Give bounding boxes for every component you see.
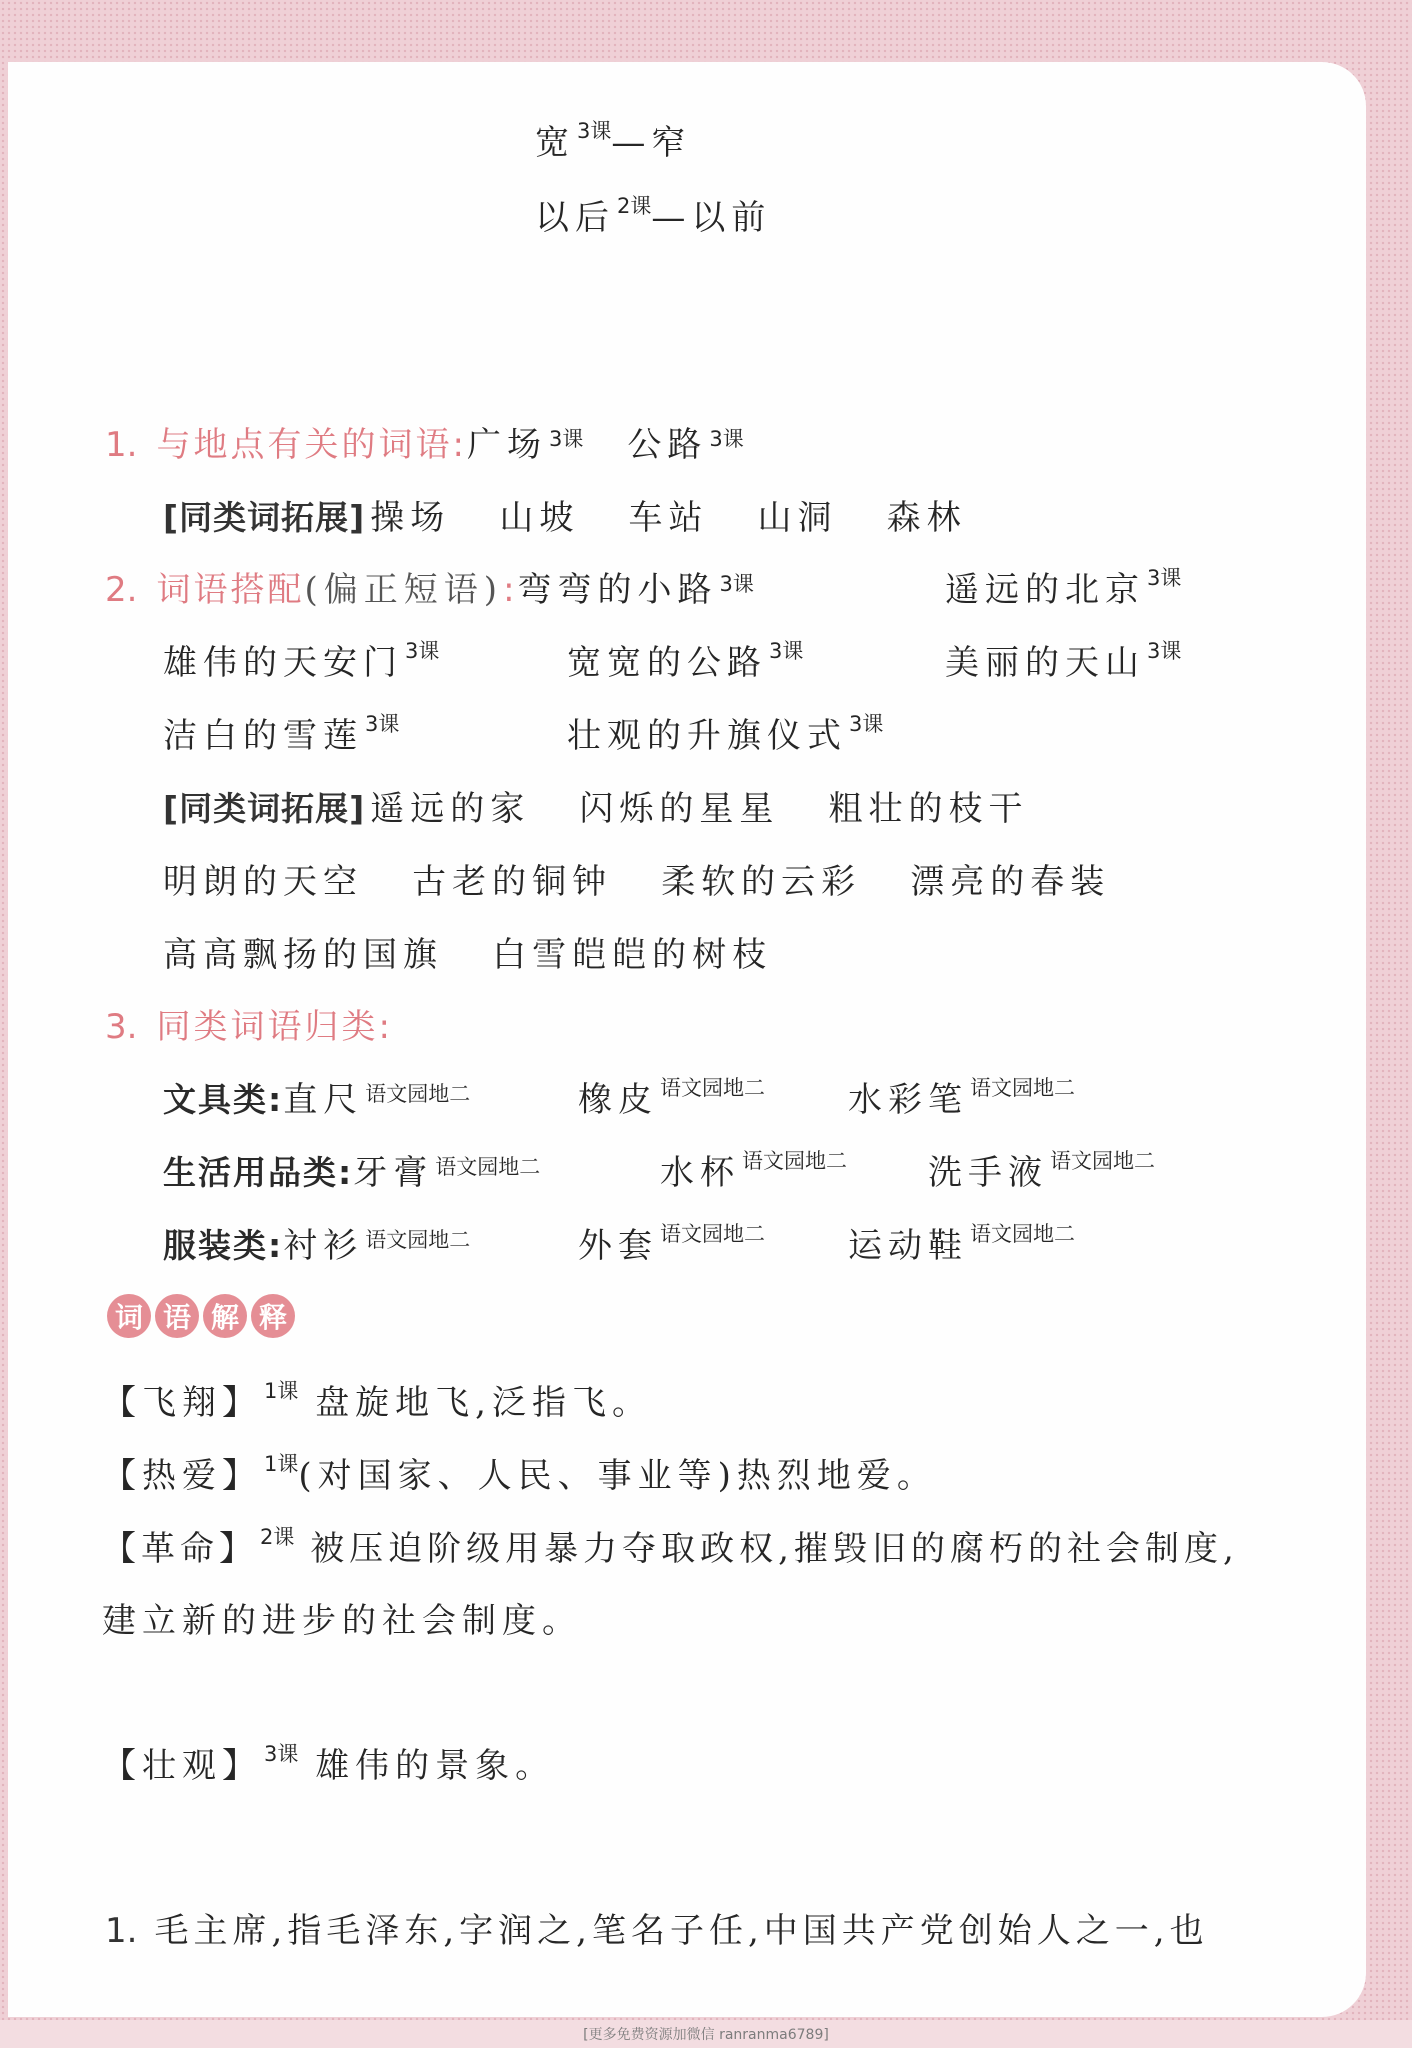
category-stationery: 文具类:直尺$^{语文园地二}$ <box>163 1080 471 1120</box>
section-2-extension-row-3: 高高飘扬的国旗 白雪皑皑的树枝 <box>163 935 773 975</box>
section-2-extension-row-2: 明朗的天空 古老的铜钟 柔软的云彩 漂亮的春装 <box>163 862 1111 902</box>
item-hand-soap: 洗手液$^{语文园地二}$ <box>928 1148 1155 1193</box>
category-daily-goods: 生活用品类:牙膏$^{语文园地二}$ <box>163 1153 541 1193</box>
word-explanation-badge <box>107 1294 295 1338</box>
definition-revolution: 【革命】$^{2课}$ 被压迫阶级用暴力夺取政权,摧毁旧的腐朽的社会制度, <box>102 1524 1239 1569</box>
badge-char: 释 <box>251 1294 295 1338</box>
collocation-far-beijing: 遥远的北京$^{3课}$ <box>945 565 1182 610</box>
section-2-heading: 2. 词语搭配(偏正短语):弯弯的小路$^{3课}$ <box>105 570 754 610</box>
badge-char: 词 <box>107 1294 151 1338</box>
collocation-tianshan: 美丽的天山$^{3课}$ <box>945 638 1182 683</box>
collocation-tiananmen: 雄伟的天安门$^{3课}$ <box>163 638 440 683</box>
item-coat: 外套$^{语文园地二}$ <box>578 1221 765 1266</box>
item-cup: 水杯$^{语文园地二}$ <box>660 1148 847 1193</box>
antonym-pair-2: 以后$^{2课}$—以前 <box>535 193 772 238</box>
definition-fly: 【飞翔】$^{1课}$ 盘旋地飞,泛指飞。 <box>102 1378 652 1423</box>
antonym-pair-1: 宽$^{3课}$—窄 <box>535 118 692 163</box>
item-sneakers: 运动鞋$^{语文园地二}$ <box>848 1221 1075 1266</box>
section-2-extension-row-1: [同类词拓展] 遥远的家 闪烁的星星 粗壮的枝干 <box>163 789 1029 829</box>
note-1: 1. 毛主席,指毛泽东,字润之,笔名子任,中国共产党创始人之一,也 <box>105 1911 1209 1951</box>
badge-char: 语 <box>155 1294 199 1338</box>
definition-love: 【热爱】$^{1课}$(对国家、人民、事业等)热烈地爱。 <box>102 1451 937 1496</box>
collocation-snow-lotus: 洁白的雪莲$^{3课}$ <box>163 711 400 756</box>
item-watercolor-pen: 水彩笔$^{语文园地二}$ <box>848 1075 1075 1120</box>
definition-revolution-continued: 建立新的进步的社会制度。 <box>102 1601 582 1641</box>
section-3-heading: 3. 同类词语归类: <box>105 1007 394 1047</box>
footer-watermark: [更多免费资源加微信 ranranma6789] <box>583 2027 829 2043</box>
collocation-wide-road: 宽宽的公路$^{3课}$ <box>567 638 804 683</box>
category-clothing: 服装类:衬衫$^{语文园地二}$ <box>163 1226 471 1266</box>
section-1-heading: 1. 与地点有关的词语:广场$^{3课}$ 公路$^{3课}$ <box>105 425 744 465</box>
badge-char: 解 <box>203 1294 247 1338</box>
item-eraser: 橡皮$^{语文园地二}$ <box>578 1075 765 1120</box>
collocation-flag-ceremony: 壮观的升旗仪式$^{3课}$ <box>567 711 884 756</box>
definition-magnificent: 【壮观】$^{3课}$ 雄伟的景象。 <box>102 1741 556 1786</box>
section-1-extension: [同类词拓展] 操场 山坡 车站 山洞 森林 <box>163 498 967 538</box>
